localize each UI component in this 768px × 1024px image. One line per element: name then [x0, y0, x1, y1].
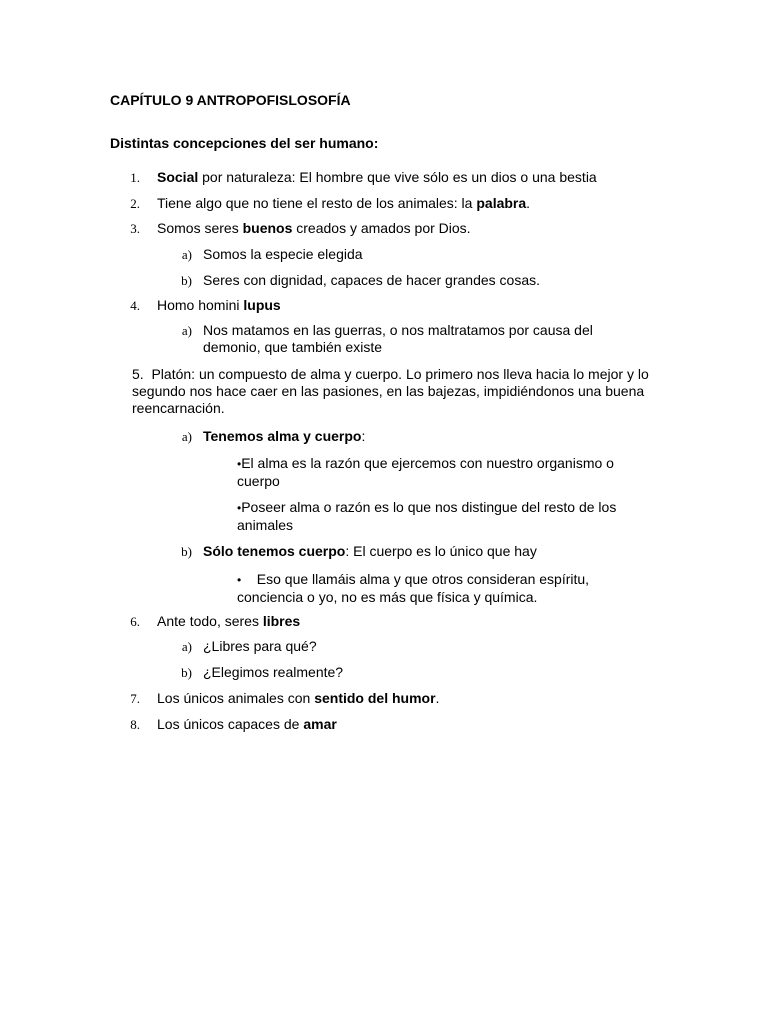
section-subtitle: Distintas concepciones del ser humano: — [110, 135, 379, 151]
item-text: . — [526, 195, 531, 211]
sub-letter: a) — [181, 247, 192, 262]
bold-term: Tenemos alma y cuerpo — [203, 428, 362, 444]
bullet-item — [237, 499, 657, 534]
sub-letter: a) — [181, 323, 192, 338]
item-text: Tiene algo que no tiene el resto de los animales: la — [157, 195, 477, 211]
list-item — [157, 297, 281, 314]
sub-item-text: ¿Libres para qué? — [203, 638, 317, 654]
item-number: 7. — [130, 691, 140, 706]
item-text: . — [435, 690, 440, 706]
item-number: 4. — [130, 298, 140, 313]
item-text: Los únicos capaces de — [157, 716, 304, 732]
item-text: Los únicos animales con — [157, 690, 315, 706]
bullet-text: El alma es la razón que ejercemos con nuestro organismo o cuerpo — [237, 455, 614, 489]
item-text: Somos seres — [157, 220, 243, 236]
item-number: 6. — [130, 614, 140, 629]
list-item — [132, 366, 652, 417]
item-text: Homo homini — [157, 297, 244, 313]
bullet-item — [237, 455, 657, 490]
sub-item-text — [203, 428, 365, 445]
item-text: : El cuerpo es lo único que hay — [345, 543, 537, 559]
list-item — [157, 195, 530, 212]
bullet-icon: • — [237, 501, 242, 515]
item-number: 8. — [130, 717, 140, 732]
sub-item-text: Somos la especie elegida — [203, 246, 363, 262]
bold-term: amar — [303, 716, 337, 732]
bold-term: libres — [262, 613, 301, 629]
sub-letter: a) — [181, 639, 192, 654]
item-text: creados y amados por Dios. — [292, 220, 471, 236]
sub-item-text: Seres con dignidad, capaces de hacer grandes cosas. — [203, 272, 540, 288]
sub-letter: b) — [181, 273, 192, 288]
bullet-icon: • — [237, 457, 242, 471]
chapter-title: CAPÍTULO 9 ANTROPOFISLOSOFÍA — [110, 92, 351, 108]
list-item — [157, 220, 471, 237]
bullet-text: Eso que llamáis alma y que otros consideran espíritu, conciencia o yo, no es más que física y química. — [237, 571, 590, 605]
list-item — [157, 716, 337, 733]
item-text: : — [361, 428, 366, 444]
item-number: 3. — [130, 221, 140, 236]
bullet-text: Poseer alma o razón es lo que nos distingue del resto de los animales — [237, 499, 617, 533]
bullet-icon: • — [237, 573, 242, 587]
item-number: 2. — [130, 196, 140, 211]
bold-term: palabra — [476, 195, 527, 211]
sub-item-text: ¿Elegimos realmente? — [203, 664, 344, 680]
bullet-item — [237, 571, 657, 606]
sub-item-text: Nos matamos en las guerras, o nos maltratamos por causa del demonio, que también existe — [203, 322, 593, 355]
sub-letter: b) — [181, 544, 192, 559]
sub-letter: b) — [181, 665, 192, 680]
sub-item-text — [203, 543, 537, 560]
bold-term: lupus — [243, 297, 281, 313]
list-item — [157, 690, 439, 707]
bold-term: Social — [157, 169, 199, 185]
bold-term: buenos — [242, 220, 293, 236]
item-text: Platón: un compuesto de alma y cuerpo. Lo primero nos lleva hacia lo mejor y lo segundo nos hace caer en las pasiones, en las bajezas, impidiéndonos una buena reencarnación. — [132, 366, 649, 416]
item-number: 1. — [130, 170, 140, 185]
bold-term: sentido del humor — [314, 690, 436, 706]
item-text: Ante todo, seres — [157, 613, 263, 629]
item-text: por naturaleza: El hombre que vive sólo es un dios o una bestia — [198, 169, 597, 185]
bold-term: Sólo tenemos cuerpo — [203, 543, 346, 559]
item-number: 5. — [132, 366, 144, 382]
list-item — [157, 169, 597, 186]
list-item — [157, 613, 300, 630]
sub-letter: a) — [181, 429, 192, 444]
